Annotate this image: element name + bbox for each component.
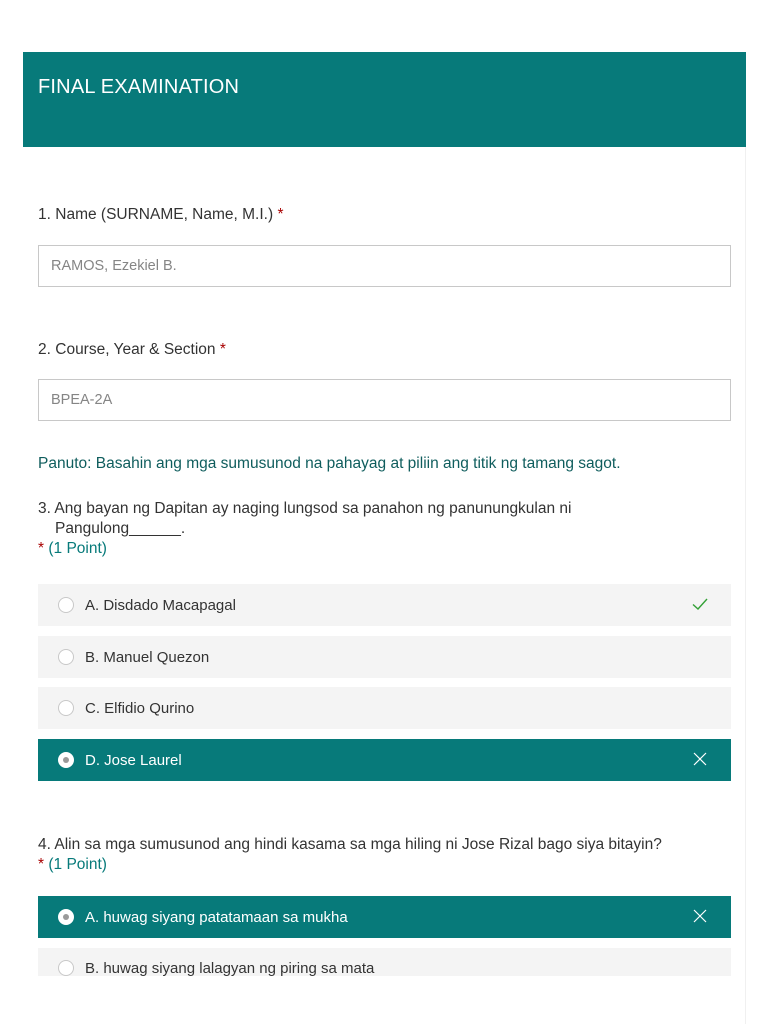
question-number: 4. (38, 836, 51, 853)
question-4-title (38, 835, 662, 875)
form-header (23, 52, 746, 147)
question-number: 1. (38, 206, 51, 223)
option-label: C. Elfidio Qurino (85, 699, 195, 717)
required-marker: * (38, 540, 45, 557)
radio-button[interactable] (58, 960, 74, 976)
course-section-field[interactable] (38, 379, 731, 421)
radio-button[interactable] (58, 700, 74, 716)
radio-button[interactable] (58, 597, 74, 613)
question-text: Alin sa mga sumusunod ang hindi kasama sa mga hiling ni Jose Rizal bago siya bitayin? (54, 836, 662, 853)
option-label: A. huwag siyang patatamaan sa mukha (85, 908, 348, 926)
question-text-continued: Pangulong______. (55, 520, 186, 537)
option-label: B. Manuel Quezon (85, 648, 210, 666)
question-text: Course, Year & Section (55, 341, 216, 358)
question-2-title (38, 340, 226, 360)
points-label: (1 Point) (48, 856, 107, 873)
radio-button-selected[interactable] (58, 752, 74, 768)
name-field[interactable] (38, 245, 731, 287)
q4-option-b[interactable] (38, 948, 731, 976)
question-text: Name (SURNAME, Name, M.I.) (55, 206, 274, 223)
close-icon (691, 907, 709, 925)
question-text: Ang bayan ng Dapitan ay naging lungsod sa panahon ng panunungkulan ni (54, 500, 572, 517)
option-label: D. Jose Laurel (85, 751, 182, 769)
question-number: 2. (38, 341, 51, 358)
points-label: (1 Point) (48, 540, 107, 557)
form-title: FINAL EXAMINATION (38, 76, 240, 98)
name-field-value: RAMOS, Ezekiel B. (51, 258, 177, 274)
question-3-title (38, 499, 571, 559)
q4-option-a[interactable] (38, 896, 731, 938)
question-number: 3. (38, 500, 51, 517)
q3-option-a[interactable] (38, 584, 731, 626)
required-marker: * (38, 856, 45, 873)
radio-button-selected[interactable] (58, 909, 74, 925)
required-marker: * (219, 341, 226, 358)
q3-option-d[interactable] (38, 739, 731, 781)
required-marker: * (277, 206, 284, 223)
instructions-text: Panuto: Basahin ang mga sumusunod na pahayag at piliin ang titik ng tamang sagot. (38, 455, 621, 472)
option-label: A. Disdado Macapagal (85, 596, 236, 614)
close-icon (691, 750, 709, 768)
question-1-title (38, 205, 284, 225)
radio-button[interactable] (58, 649, 74, 665)
check-icon (691, 595, 709, 613)
q3-option-c[interactable] (38, 687, 731, 729)
option-label: B. huwag siyang lalagyan ng piring sa mata (85, 960, 375, 976)
course-section-field-value: BPEA-2A (51, 392, 113, 408)
q3-option-b[interactable] (38, 636, 731, 678)
